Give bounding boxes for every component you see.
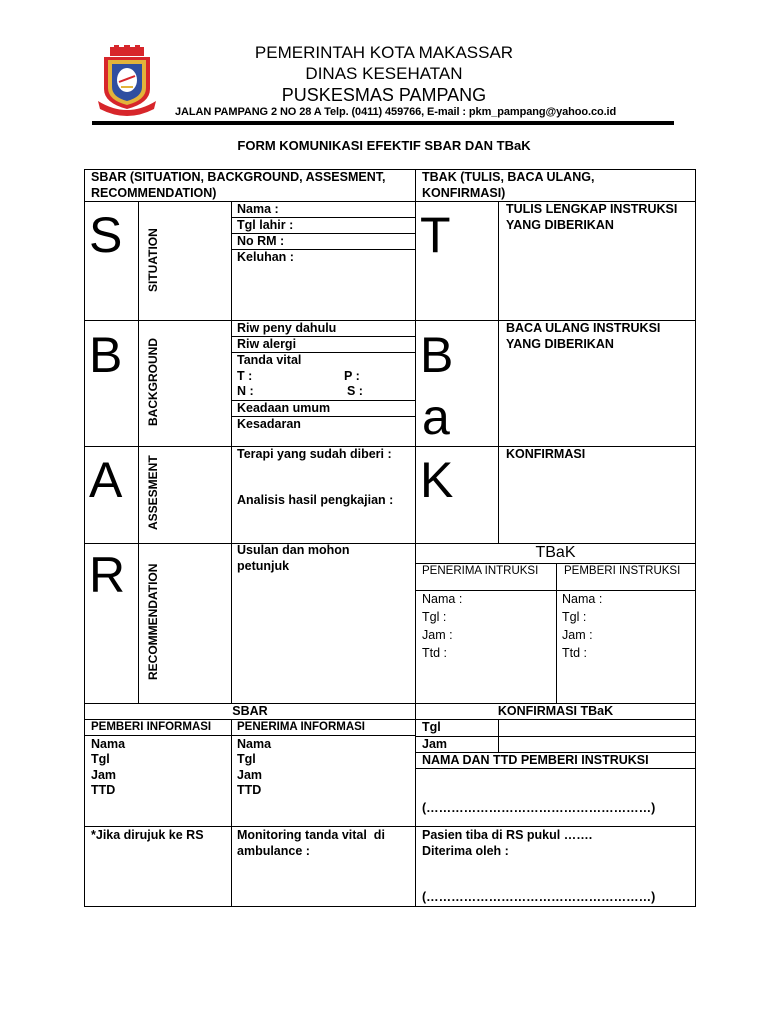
field-tgl-lahir: Tgl lahir : (237, 218, 294, 232)
penerima-ttd: Ttd : (422, 646, 448, 660)
pemberi-info-jam: Jam (91, 768, 117, 782)
field-nama: Nama : (237, 202, 279, 216)
monitoring-label: Monitoring tanda vital di ambulance : (237, 828, 385, 858)
field-tanda-vital: Tanda vital (237, 353, 302, 367)
field-n: N : (237, 384, 254, 398)
letter-k: K (420, 452, 454, 508)
diterima-label: Diterima oleh : (422, 844, 509, 858)
penerima-intruksi-label: PENERIMA INTRUKSI (422, 565, 539, 577)
field-terapi: Terapi yang sudah diberi : (237, 447, 392, 461)
penerima-informasi-label: PENERIMA INFORMASI (237, 721, 365, 733)
pemberi-info-tgl: Tgl (91, 752, 110, 766)
signature-dots-1: (………………………………………………) (422, 801, 656, 815)
letter-a2: a (422, 389, 450, 445)
form-title: FORM KOMUNIKASI EFEKTIF SBAR DAN TBaK (237, 138, 531, 153)
konfirmasi-label: KONFIRMASI (506, 447, 586, 461)
konfirmasi-jam: Jam (422, 737, 448, 751)
konfirmasi-tgl: Tgl (422, 720, 441, 734)
pemberi-nama: Nama : (562, 592, 603, 606)
field-t: T : (237, 369, 253, 383)
address-line: JALAN PAMPANG 2 NO 28 A Telp. (0411) 459766, E-mail : pkm_pampang@yahoo.co.id (175, 106, 617, 118)
field-no-rm: No RM : (237, 234, 285, 248)
tbak-header: TBAK (TULIS, BACA ULANG, KONFIRMASI) (422, 170, 595, 200)
pemberi-instruksi-label: PEMBERI INSTRUKSI (564, 565, 681, 577)
pemberi-jam: Jam : (562, 628, 593, 642)
pemberi-info-ttd: TTD (91, 783, 116, 797)
sbar-header: SBAR (SITUATION, BACKGROUND, ASSESMENT, RECOMMENDATION) (91, 170, 386, 200)
penerima-nama: Nama : (422, 592, 463, 606)
field-kesadaran: Kesadaran (237, 417, 301, 431)
penerima-jam: Jam : (422, 628, 453, 642)
field-analisis: Analisis hasil pengkajian : (237, 493, 394, 507)
penerima-info-nama: Nama (237, 737, 272, 751)
letter-t: T (420, 207, 451, 263)
penerima-info-tgl: Tgl (237, 752, 256, 766)
pasien-tiba-label: Pasien tiba di RS pukul ……. (422, 828, 593, 842)
pemberi-info-nama: Nama (91, 737, 126, 751)
assesment-label: ASSESMENT (146, 455, 160, 530)
penerima-info-ttd: TTD (237, 783, 262, 797)
tulis-label: TULIS LENGKAP INSTRUKSI YANG DIBERIKAN (506, 202, 678, 232)
rujuk-label: *Jika dirujuk ke RS (91, 828, 204, 842)
pemberi-informasi-label: PEMBERI INFORMASI (91, 721, 212, 733)
recommendation-label: RECOMMENDATION (146, 563, 160, 680)
dept-line: DINAS KESEHATAN (305, 64, 463, 83)
field-p: P : (344, 369, 360, 383)
nama-ttd-label: NAMA DAN TTD PEMBERI INSTRUKSI (422, 753, 649, 767)
header-rule (92, 121, 674, 125)
letter-b: B (89, 327, 123, 383)
field-usulan: Usulan dan mohon petunjuk (237, 543, 350, 573)
pemberi-ttd: Ttd : (562, 646, 588, 660)
field-s: S : (347, 384, 363, 398)
bottom-sbar-title: SBAR (232, 704, 268, 718)
gov-line: PEMERINTAH KOTA MAKASSAR (254, 43, 514, 62)
letter-b2: B (420, 327, 454, 383)
letter-a: A (89, 452, 123, 508)
pemberi-tgl: Tgl : (562, 610, 587, 624)
tbak-title: TBaK (535, 544, 576, 561)
field-riw-alergi: Riw alergi (237, 337, 297, 351)
clinic-line: PUSKESMAS PAMPANG (281, 85, 487, 105)
penerima-tgl: Tgl : (422, 610, 447, 624)
penerima-info-jam: Jam (237, 768, 263, 782)
signature-dots-2: (………………………………………………) (422, 890, 656, 904)
letter-s: S (89, 207, 123, 263)
background-label: BACKGROUND (146, 338, 160, 426)
field-keluhan: Keluhan : (237, 250, 294, 264)
letter-r: R (89, 547, 126, 603)
bottom-konfirmasi-title: KONFIRMASI TBaK (497, 704, 614, 718)
situation-label: SITUATION (146, 228, 160, 292)
baca-label: BACA ULANG INSTRUKSI YANG DIBERIKAN (506, 321, 661, 351)
field-riw-peny: Riw peny dahulu (237, 321, 337, 335)
field-keadaan: Keadaan umum (237, 401, 331, 415)
